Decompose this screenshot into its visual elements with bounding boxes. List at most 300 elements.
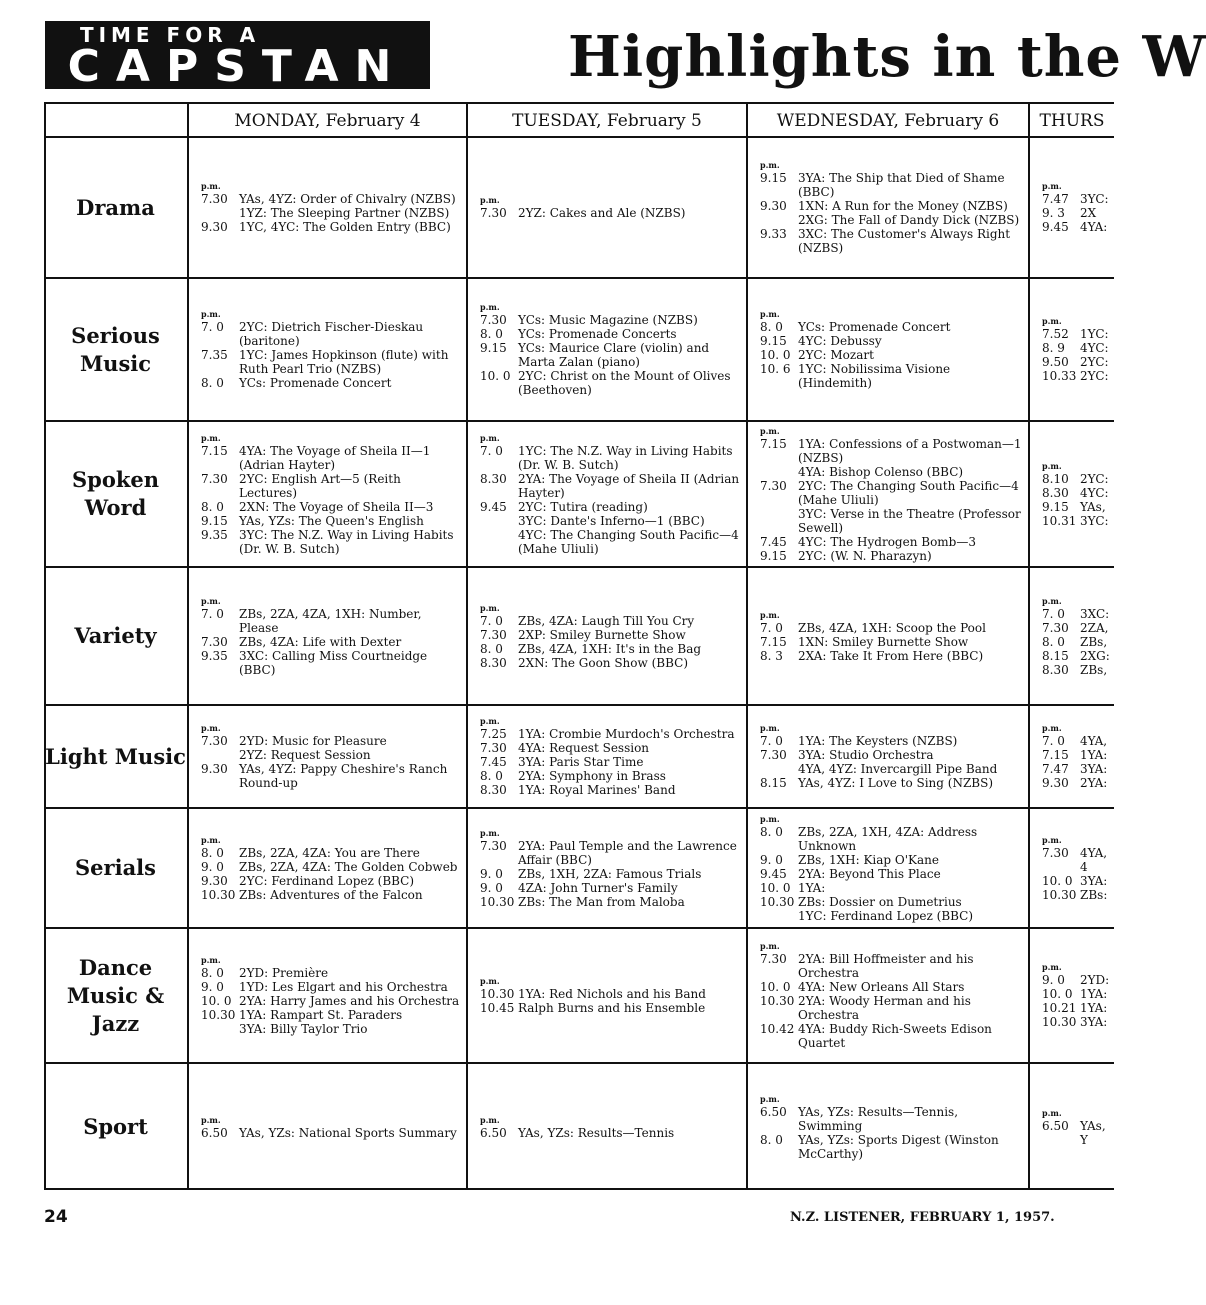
programme-title: 3YA: Studio Orchestra — [798, 748, 934, 762]
programme-entry — [750, 549, 1026, 563]
programme-entry — [750, 635, 1026, 649]
programme-entry — [750, 649, 1026, 663]
programme-entry — [191, 444, 464, 472]
programme-title: 2YA: Symphony in Brass — [518, 769, 666, 783]
programme-title: 4YC: — [1080, 485, 1109, 500]
programme-title: 2YC: Ferdinand Lopez (BBC) — [239, 873, 415, 888]
day-column-header: TUESDAY, February 5 — [512, 111, 702, 131]
programme-entry — [750, 621, 1026, 635]
programme-entry — [191, 846, 464, 860]
pm-label: p.m. — [1042, 1107, 1062, 1118]
programme-title: 2YA: — [1080, 776, 1108, 790]
pm-label: p.m. — [760, 160, 780, 170]
programme-entry — [470, 500, 744, 514]
programme-entry — [191, 220, 464, 234]
programme-time: 7.30 — [760, 748, 787, 762]
programme-entry — [191, 206, 464, 220]
pm-label: p.m. — [201, 1114, 221, 1125]
schedule-cell — [750, 809, 1026, 927]
pm-label: p.m. — [201, 834, 221, 845]
programme-title: YCs: Promenade Concerts — [518, 327, 677, 341]
programme-time: 9. 0 — [480, 866, 503, 881]
pm-label: p.m. — [760, 609, 780, 620]
programme-time: 8. 0 — [480, 769, 503, 783]
schedule-cell — [470, 568, 744, 704]
schedule-cell — [470, 138, 744, 277]
programme-entry — [1032, 649, 1112, 663]
programme-time: 10.30 — [201, 1008, 236, 1022]
programme-time: 10.30 — [760, 994, 795, 1008]
programme-entry — [470, 755, 744, 769]
programme-time — [191, 206, 239, 220]
programme-entry — [470, 628, 744, 642]
programme-title: 1YA: Red Nichols and his Band — [518, 987, 706, 1001]
schedule-cell — [191, 706, 464, 807]
programme-title: 1XN: Smiley Burnette Show — [798, 634, 969, 649]
programme-title: 4YA: The Voyage of Sheila II—1 (Adrian Hayter) — [239, 443, 435, 472]
programme-time: 10. 0 — [480, 369, 511, 383]
programme-entry — [470, 867, 744, 881]
programme-title: YAs, 4YZ: I Love to Sing (NZBS) — [798, 776, 994, 790]
programme-entry — [750, 199, 1026, 213]
programme-title: 3XC: The Customer's Always Right (NZBS) — [798, 227, 1014, 255]
programme-entry — [750, 213, 1026, 227]
programme-title: 4YA, 4 — [1080, 845, 1111, 874]
category-label: Spoken Word — [71, 467, 160, 520]
programme-time: 10.30 — [1042, 887, 1077, 902]
programme-entry — [750, 437, 1026, 465]
programme-title: Ralph Burns and his Ensemble — [518, 1001, 706, 1015]
programme-title: 4YA: New Orleans All Stars — [798, 980, 965, 994]
programme-time: 6.50 — [201, 1125, 228, 1140]
programme-title: 4YC: Debussy — [798, 334, 882, 348]
programme-entry — [750, 867, 1026, 881]
programme-time: 8.30 — [1042, 485, 1069, 500]
programme-title: 3XC: Calling Miss Courtneidge (BBC) — [239, 648, 431, 677]
programme-title: 1YC: Nobilissima Visione (Hindemith) — [798, 362, 954, 390]
programme-time: 8. 0 — [201, 499, 224, 514]
schedule-cell — [470, 706, 744, 807]
programme-time: 8. 0 — [201, 376, 224, 390]
pm-label: p.m. — [480, 716, 500, 726]
programme-entry — [470, 206, 744, 220]
programme-time: 9.45 — [760, 866, 787, 881]
programme-title: 3YC: The N.Z. Way in Living Habits (Dr. W. B. Sutch) — [239, 527, 458, 556]
programme-time: 10. 6 — [760, 362, 791, 376]
programme-entry — [470, 881, 744, 895]
programme-title: 2YD: Première — [239, 966, 329, 980]
programme-time: 9.30 — [201, 762, 228, 776]
schedule-cell — [191, 809, 464, 927]
schedule-cell — [470, 279, 744, 420]
programme-entry — [750, 171, 1026, 199]
programme-time — [470, 528, 518, 556]
programme-title: 2YA: The Voyage of Sheila II (Adrian Hayter) — [518, 471, 743, 500]
programme-title: 1YD: Les Elgart and his Orchestra — [239, 980, 448, 994]
programme-title: YAs, — [1080, 499, 1106, 514]
programme-time: 8. 0 — [201, 845, 224, 860]
programme-title: 2YC: (W. N. Pharazyn) — [798, 548, 932, 563]
programme-time: 9.45 — [480, 499, 507, 514]
programme-entry — [191, 966, 464, 980]
schedule-cell — [470, 929, 744, 1062]
programme-title: 3YC: — [1080, 513, 1109, 528]
schedule-cell — [1032, 279, 1112, 420]
category-label: Serious Music — [71, 322, 160, 376]
programme-entry — [1032, 663, 1112, 677]
programme-title: 2YC: Christ on the Mount of Olives (Beethoven) — [518, 369, 735, 397]
programme-time: 7. 0 — [760, 620, 783, 635]
programme-time: 8.10 — [1042, 471, 1069, 486]
programme-entry — [191, 635, 464, 649]
programme-entry — [191, 649, 464, 677]
programme-entry — [191, 320, 464, 348]
schedule-cell — [750, 568, 1026, 704]
programme-time: 7.35 — [201, 348, 228, 362]
programme-title: 4YA: Buddy Rich-Sweets Edison Quartet — [798, 1022, 996, 1050]
programme-entry — [191, 376, 464, 390]
programme-entry — [1032, 327, 1112, 341]
programme-entry — [470, 614, 744, 628]
programme-entry — [470, 341, 744, 369]
programme-entry — [750, 980, 1026, 994]
programme-title: 2YA: Woody Herman and his Orchestra — [798, 994, 975, 1022]
programme-time: 7. 0 — [480, 613, 503, 628]
programme-time: 10. 0 — [760, 880, 791, 895]
programme-time: 7.47 — [1042, 762, 1069, 776]
schedule-cell — [750, 422, 1026, 566]
programme-entry — [191, 994, 464, 1008]
programme-title: 3YA: The Ship that Died of Shame (BBC) — [798, 171, 1009, 199]
pm-label: p.m. — [760, 425, 780, 436]
programme-entry — [750, 776, 1026, 790]
pm-label: p.m. — [760, 1093, 780, 1104]
programme-time: 7.30 — [480, 741, 507, 755]
programme-time: 7. 0 — [760, 734, 783, 748]
day-column-header: MONDAY, February 4 — [234, 111, 421, 131]
programme-entry — [1032, 341, 1112, 355]
pm-label: p.m. — [1042, 723, 1062, 733]
programme-time: 7.15 — [760, 436, 787, 451]
pm-label: p.m. — [480, 827, 500, 838]
programme-entry — [750, 895, 1026, 909]
programme-entry — [750, 909, 1026, 923]
programme-time: 8. 0 — [480, 327, 503, 341]
programme-entry — [470, 1126, 744, 1140]
programme-time: 10.33 — [1042, 369, 1077, 383]
programme-title: ZBs: Adventures of the Falcon — [239, 887, 423, 902]
programme-entry — [191, 472, 464, 500]
programme-title: 2X — [1080, 206, 1097, 220]
programme-title: 1YA: The Keysters (NZBS) — [798, 734, 958, 748]
programme-time: 8.30 — [480, 655, 507, 670]
programme-entry — [1032, 762, 1112, 776]
programme-time: 9.15 — [760, 548, 787, 563]
programme-time: 9.35 — [201, 648, 228, 663]
programme-title: YAs, YZs: The Queen's English — [239, 513, 424, 528]
programme-time: 8. 0 — [480, 641, 503, 656]
programme-time: 6.50 — [760, 1104, 787, 1119]
programme-entry — [1032, 846, 1112, 874]
programme-entry — [191, 1126, 464, 1140]
pm-label: p.m. — [201, 723, 221, 733]
pm-label: p.m. — [760, 941, 780, 951]
programme-title: 3YC: Dante's Inferno—1 (BBC) — [518, 513, 705, 528]
programme-title: 1XN: A Run for the Money (NZBS) — [798, 199, 1008, 213]
programme-entry — [750, 734, 1026, 748]
issue-line: N.Z. LISTENER, FEBRUARY 1, 1957. — [790, 1210, 1055, 1225]
programme-title: 4YA: — [1080, 220, 1108, 234]
programme-entry — [750, 994, 1026, 1022]
programme-title: 1YC: Ferdinand Lopez (BBC) — [798, 908, 974, 923]
category-label: Dance Music & Jazz — [66, 954, 165, 1036]
programme-entry — [1032, 1015, 1112, 1029]
programme-time: 6.50 — [480, 1125, 507, 1140]
pm-label: p.m. — [1042, 460, 1062, 471]
programme-entry — [191, 1022, 464, 1036]
programme-title: ZBs, 2ZA, 4ZA: The Golden Cobweb — [239, 859, 458, 874]
programme-time: 9. 0 — [1042, 973, 1065, 987]
programme-title: YAs, YZs: National Sports Summary — [239, 1125, 457, 1140]
programme-title: 2YC: English Art—5 (Reith Lectures) — [239, 471, 405, 500]
programme-time: 7. 0 — [480, 443, 503, 458]
programme-time: 7.30 — [480, 627, 507, 642]
programme-title: 4YA, 4YZ: Invercargill Pipe Band — [798, 762, 998, 776]
programme-entry — [191, 762, 464, 790]
pm-label: p.m. — [760, 813, 780, 824]
programme-entry — [191, 980, 464, 994]
programme-title: 2YD: — [1080, 973, 1110, 987]
programme-time: 7.30 — [480, 838, 507, 853]
programme-time: 10.30 — [480, 987, 515, 1001]
pm-label: p.m. — [480, 302, 500, 312]
programme-title: 3YA: — [1080, 873, 1108, 888]
programme-time: 9.30 — [201, 220, 228, 234]
programme-time: 9.15 — [760, 171, 787, 185]
schedule-cell — [1032, 568, 1112, 704]
programme-title: 2YD: Music for Pleasure — [239, 734, 387, 748]
schedule-cell — [470, 1064, 744, 1190]
programme-title: 2YA: Beyond This Place — [798, 866, 941, 881]
programme-title: 2YA: Bill Hoffmeister and his Orchestra — [798, 952, 978, 980]
programme-entry — [191, 514, 464, 528]
programme-entry — [750, 479, 1026, 507]
programme-entry — [1032, 621, 1112, 635]
programme-time: 10.45 — [480, 1001, 515, 1015]
pm-label: p.m. — [201, 309, 221, 319]
programme-time: 7.30 — [201, 634, 228, 649]
programme-entry — [191, 528, 464, 556]
programme-title: 2YC: — [1080, 355, 1109, 369]
programme-entry — [191, 500, 464, 514]
programme-time: 9.15 — [201, 513, 228, 528]
programme-title: 3YA: — [1080, 762, 1108, 776]
programme-entry — [750, 465, 1026, 479]
schedule-grid — [44, 102, 1114, 1190]
programme-time: 7. 0 — [1042, 606, 1065, 621]
programme-title: 2ZA, — [1080, 620, 1109, 635]
programme-entry — [750, 952, 1026, 980]
programme-title: 1YA: — [1080, 987, 1108, 1001]
programme-time: 7.47 — [1042, 192, 1069, 206]
programme-time: 9. 0 — [201, 980, 224, 994]
schedule-cell — [470, 422, 744, 566]
programme-title: 2YC: Mozart — [798, 348, 874, 362]
programme-time: 8. 0 — [760, 1132, 783, 1147]
programme-time: 7.30 — [480, 206, 507, 220]
programme-time: 7.52 — [1042, 327, 1069, 341]
programme-entry — [1032, 514, 1112, 528]
programme-title: ZBs: Dossier on Dumetrius — [798, 894, 962, 909]
pm-label: p.m. — [1042, 316, 1062, 326]
programme-title: YAs, 4YZ: Order of Chivalry (NZBS) — [239, 192, 456, 206]
programme-entry — [470, 783, 744, 797]
programme-entry — [470, 642, 744, 656]
programme-title: 1YA: Rampart St. Paraders — [239, 1008, 403, 1022]
programme-entry — [750, 535, 1026, 549]
programme-time: 10. 0 — [1042, 873, 1073, 888]
programme-title: YCs: Promenade Concert — [798, 320, 951, 334]
programme-title: 3YA: — [1080, 1015, 1108, 1029]
programme-title: YCs: Promenade Concert — [239, 376, 392, 390]
programme-title: 4YA: Bishop Colenso (BBC) — [798, 464, 964, 479]
programme-entry — [1032, 776, 1112, 790]
programme-entry — [750, 362, 1026, 390]
programme-entry — [470, 444, 744, 472]
page-headline: Highlights in the W — [568, 24, 1206, 90]
pm-label: p.m. — [201, 432, 221, 443]
programme-title: ZBs, 4ZA: Laugh Till You Cry — [518, 613, 695, 628]
programme-entry — [470, 656, 744, 670]
programme-title: ZBs, 2ZA, 4ZA, 1XH: Number, Please — [239, 606, 426, 635]
programme-title: 4YA: Request Session — [518, 741, 650, 755]
programme-title: 1YC: James Hopkinson (flute) with Ruth Pearl Trio (NZBS) — [239, 348, 453, 376]
pm-label: p.m. — [201, 595, 221, 606]
programme-time: 10.30 — [201, 887, 236, 902]
programme-entry — [750, 227, 1026, 255]
programme-time: 7.45 — [480, 755, 507, 769]
programme-time: 9.30 — [1042, 776, 1069, 790]
programme-title: ZBs, 4ZA, 1XH: It's in the Bag — [518, 641, 702, 656]
programme-time: 8. 0 — [760, 824, 783, 839]
programme-title: 1YC: The N.Z. Way in Living Habits (Dr. W. B. Sutch) — [518, 443, 737, 472]
programme-time: 7.25 — [480, 727, 507, 741]
schedule-cell — [1032, 809, 1112, 927]
programme-time — [470, 514, 518, 528]
schedule-cell — [191, 929, 464, 1062]
pm-label: p.m. — [480, 602, 500, 613]
programme-entry — [191, 734, 464, 748]
programme-time: 9.35 — [201, 527, 228, 542]
schedule-cell — [1032, 706, 1112, 807]
programme-entry — [750, 762, 1026, 776]
programme-time: 9. 0 — [201, 859, 224, 874]
programme-entry — [750, 507, 1026, 535]
programme-entry — [750, 1133, 1026, 1161]
programme-time: 7.30 — [201, 192, 228, 206]
programme-time: 9.15 — [760, 334, 787, 348]
schedule-cell — [191, 568, 464, 704]
programme-time: 7.15 — [1042, 748, 1069, 762]
advert-line-2: CAPSTAN — [67, 41, 408, 92]
programme-entry — [1032, 734, 1112, 748]
day-column-header: WEDNESDAY, February 6 — [776, 111, 1000, 131]
programme-title: 2YZ: Request Session — [239, 748, 371, 762]
schedule-cell — [1032, 138, 1112, 277]
programme-entry — [1032, 472, 1112, 486]
programme-entry — [191, 748, 464, 762]
programme-title: 2YC: — [1080, 369, 1109, 383]
programme-time: 7.30 — [480, 313, 507, 327]
programme-time: 9.45 — [1042, 220, 1069, 234]
capstan-advert — [45, 21, 430, 92]
programme-time: 8. 0 — [201, 966, 224, 980]
programme-entry — [1032, 1119, 1112, 1147]
programme-title: 2YC: — [1080, 471, 1109, 486]
schedule-cell — [1032, 1064, 1112, 1190]
programme-title: 1YC: — [1080, 327, 1109, 341]
programme-entry — [470, 741, 744, 755]
programme-entry — [1032, 973, 1112, 987]
programme-time: 8. 9 — [1042, 341, 1065, 355]
programme-title: ZBs, — [1080, 662, 1108, 677]
programme-entry — [750, 1022, 1026, 1050]
pm-label: p.m. — [1042, 181, 1062, 191]
programme-entry — [1032, 500, 1112, 514]
programme-title: 3YA: Paris Star Time — [518, 755, 644, 769]
pm-label: p.m. — [480, 976, 500, 986]
pm-label: p.m. — [1042, 962, 1062, 972]
programme-entry — [470, 839, 744, 867]
programme-entry — [1032, 486, 1112, 500]
programme-title: 1YC, 4YC: The Golden Entry (BBC) — [239, 220, 451, 234]
programme-time: 7. 0 — [1042, 734, 1065, 748]
programme-time: 7.30 — [201, 734, 228, 748]
programme-time: 9.30 — [760, 199, 787, 213]
programme-entry — [191, 888, 464, 902]
programme-time: 7.30 — [760, 952, 787, 966]
schedule-cell — [191, 279, 464, 420]
category-label: Sport — [83, 1114, 148, 1139]
programme-time: 8. 0 — [1042, 634, 1065, 649]
schedule-cell — [750, 138, 1026, 277]
programme-time — [750, 762, 798, 776]
schedule-cell — [191, 422, 464, 566]
programme-title: ZBs, 2ZA, 1XH, 4ZA: Address Unknown — [798, 824, 981, 853]
programme-title: YAs, 4YZ: Pappy Cheshire's Ranch Round-up — [239, 762, 452, 790]
programme-title: 4YC: — [1080, 341, 1109, 355]
programme-time: 10.30 — [760, 894, 795, 909]
pm-label: p.m. — [1042, 834, 1062, 845]
schedule-cell — [191, 138, 464, 277]
programme-title: YCs: Music Magazine (NZBS) — [518, 313, 698, 327]
programme-time: 10.21 — [1042, 1001, 1077, 1015]
programme-title: 2YZ: Cakes and Ale (NZBS) — [518, 206, 686, 220]
programme-title: 4ZA: John Turner's Family — [518, 880, 678, 895]
programme-entry — [470, 1001, 744, 1015]
programme-title: 2XG: The Fall of Dandy Dick (NZBS) — [798, 213, 1020, 227]
programme-entry — [191, 860, 464, 874]
programme-title: ZBs, 4ZA, 1XH: Scoop the Pool — [798, 620, 986, 635]
programme-title: 2XP: Smiley Burnette Show — [518, 627, 686, 642]
programme-time: 6.50 — [1042, 1118, 1069, 1133]
programme-title: 3XC: — [1080, 606, 1110, 621]
schedule-cell — [750, 929, 1026, 1062]
programme-time: 10. 0 — [760, 348, 791, 362]
programme-time: 9.33 — [760, 227, 787, 241]
programme-title: 1YA: — [1080, 1001, 1108, 1015]
programme-title: 3YC: Verse in the Theatre (Professor Sewell) — [798, 506, 1025, 535]
